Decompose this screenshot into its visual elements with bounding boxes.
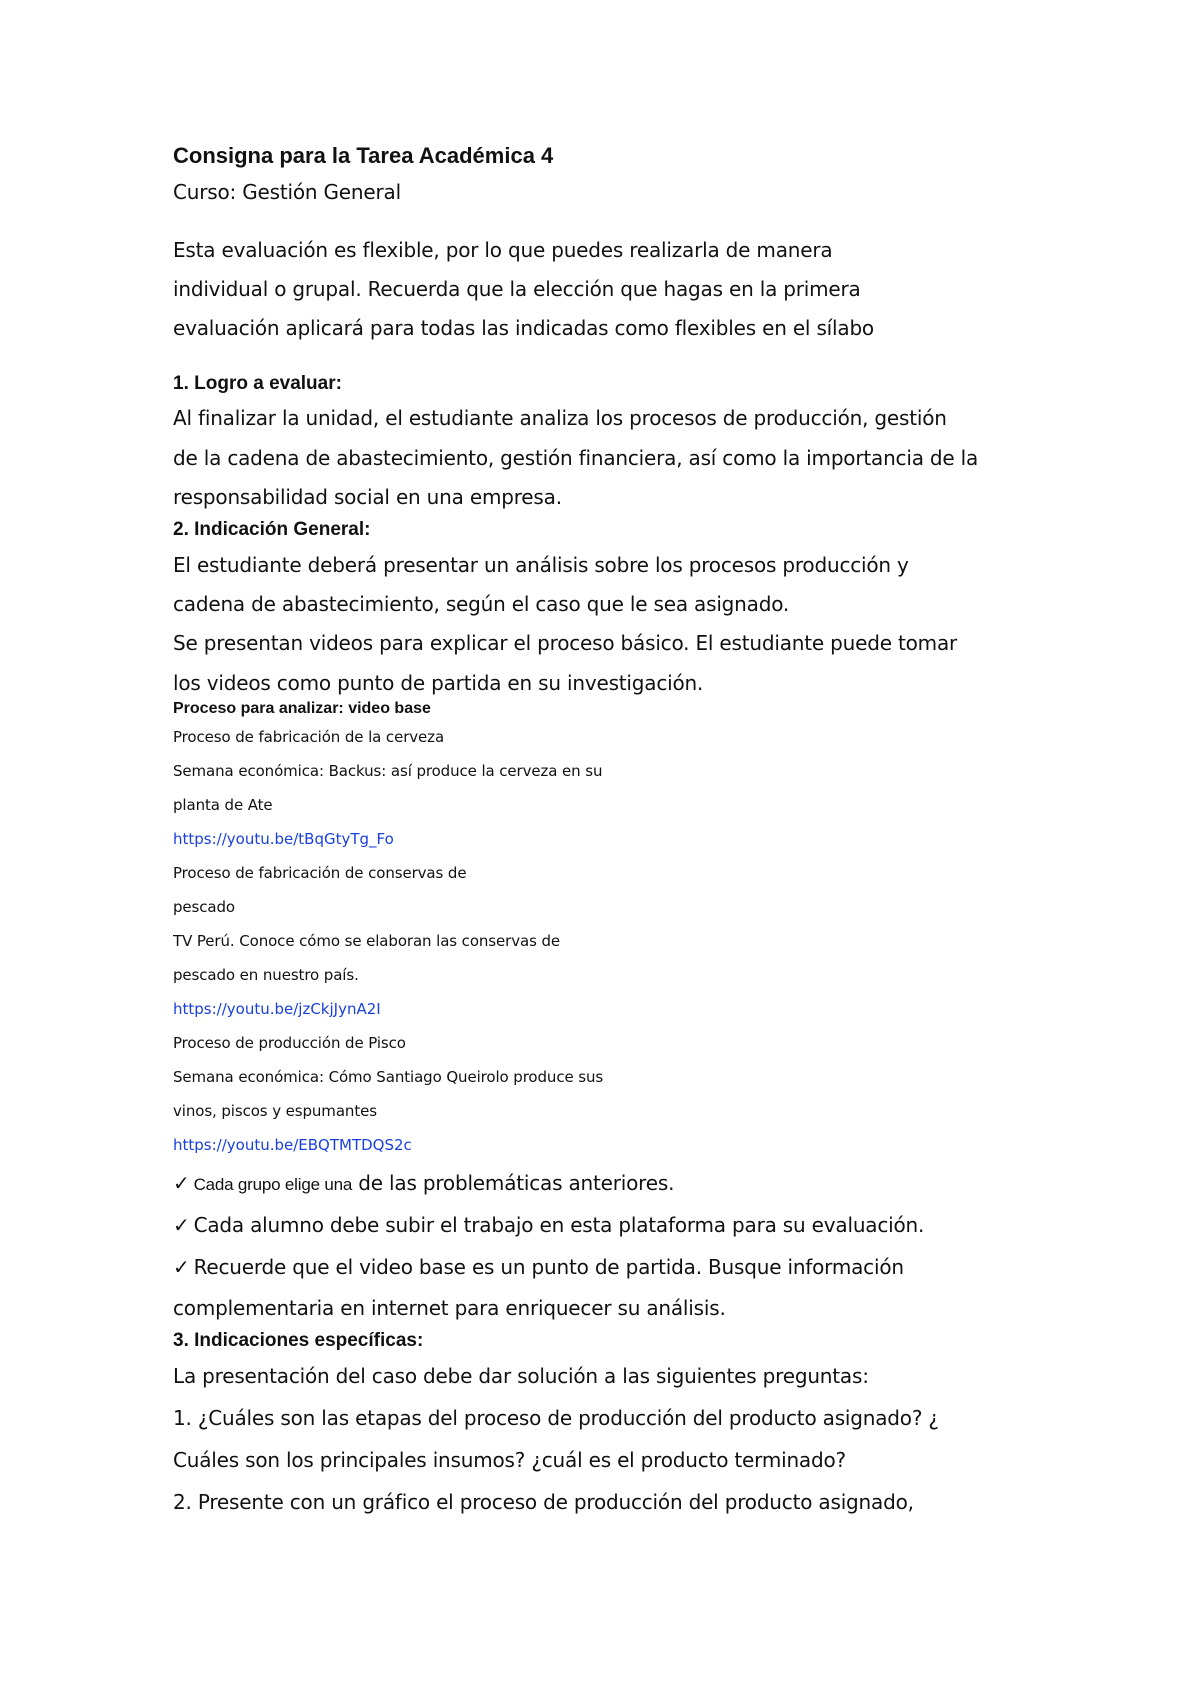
checkmark-icon: ✓ xyxy=(173,1255,190,1279)
video-process: Proceso de producción de Pisco xyxy=(173,1034,406,1052)
video-source: Semana económica: Cómo Santiago Queirolo produce sus xyxy=(173,1068,604,1086)
section-text: responsabilidad social en una empresa. xyxy=(173,485,562,509)
section-heading-logro: 1. Logro a evaluar: xyxy=(173,373,342,394)
section-text: Se presentan videos para explicar el proceso básico. El estudiante puede tomar xyxy=(173,631,958,655)
video-source: pescado en nuestro país. xyxy=(173,966,359,984)
section-heading-indicacion: 2. Indicación General: xyxy=(173,519,371,540)
question-line: 1. ¿Cuáles son las etapas del proceso de producción del producto asignado? ¿ xyxy=(173,1406,939,1430)
section-heading-especificas: 3. Indicaciones específicas: xyxy=(173,1330,424,1351)
checkmark-icon: ✓ xyxy=(173,1213,190,1237)
section-text: de la cadena de abastecimiento, gestión financiera, así como la importancia de la xyxy=(173,446,979,470)
check-text: Cada alumno debe subir el trabajo en esta plataforma para su evaluación. xyxy=(193,1213,925,1237)
question-line: 2. Presente con un gráfico el proceso de producción del producto asignado, xyxy=(173,1490,914,1514)
document-title: Consigna para la Tarea Académica 4 xyxy=(173,143,554,168)
intro-line: individual o grupal. Recuerda que la elección que hagas en la primera xyxy=(173,277,861,301)
course-name: Curso: Gestión General xyxy=(173,180,401,204)
check-item xyxy=(173,1171,674,1195)
question-line: Cuáles son los principales insumos? ¿cuál es el producto terminado? xyxy=(173,1448,846,1472)
video-source: Semana económica: Backus: así produce la cerveza en su xyxy=(173,762,603,780)
section-text: cadena de abastecimiento, según el caso que le sea asignado. xyxy=(173,592,790,616)
checkmark-icon: ✓ xyxy=(173,1171,190,1195)
section-text: los videos como punto de partida en su investigación. xyxy=(173,671,704,695)
video-source: planta de Ate xyxy=(173,796,273,814)
video-process: pescado xyxy=(173,898,236,916)
video-source: TV Perú. Conoce cómo se elaboran las conservas de xyxy=(173,932,561,950)
check-text: de las problemáticas anteriores. xyxy=(352,1171,675,1195)
check-item xyxy=(173,1213,924,1237)
video-link-pisco[interactable]: https://youtu.be/EBQTMTDQS2c xyxy=(173,1136,412,1154)
intro-line: Esta evaluación es flexible, por lo que puedes realizarla de manera xyxy=(173,238,833,262)
video-source: vinos, piscos y espumantes xyxy=(173,1102,377,1120)
check-item xyxy=(173,1255,904,1279)
intro-line: evaluación aplicará para todas las indicadas como flexibles en el sílabo xyxy=(173,316,874,340)
video-process: Proceso de fabricación de conservas de xyxy=(173,864,467,882)
section-text: Al finalizar la unidad, el estudiante analiza los procesos de producción, gestión xyxy=(173,406,947,430)
section-text: La presentación del caso debe dar solución a las siguientes preguntas: xyxy=(173,1364,869,1388)
check-bold-text: Cada grupo elige una xyxy=(193,1175,353,1194)
video-link-conservas[interactable]: https://youtu.be/jzCkjJynA2I xyxy=(173,1000,381,1018)
video-process: Proceso de fabricación de la cerveza xyxy=(173,728,445,746)
video-link-cerveza[interactable]: https://youtu.be/tBqGtyTg_Fo xyxy=(173,830,394,848)
check-text: Recuerde que el video base es un punto de partida. Busque información xyxy=(193,1255,904,1279)
videos-heading: Proceso para analizar: video base xyxy=(173,700,431,717)
section-text: El estudiante deberá presentar un análisis sobre los procesos producción y xyxy=(173,553,909,577)
check-text-continued: complementaria en internet para enriquecer su análisis. xyxy=(173,1296,726,1320)
